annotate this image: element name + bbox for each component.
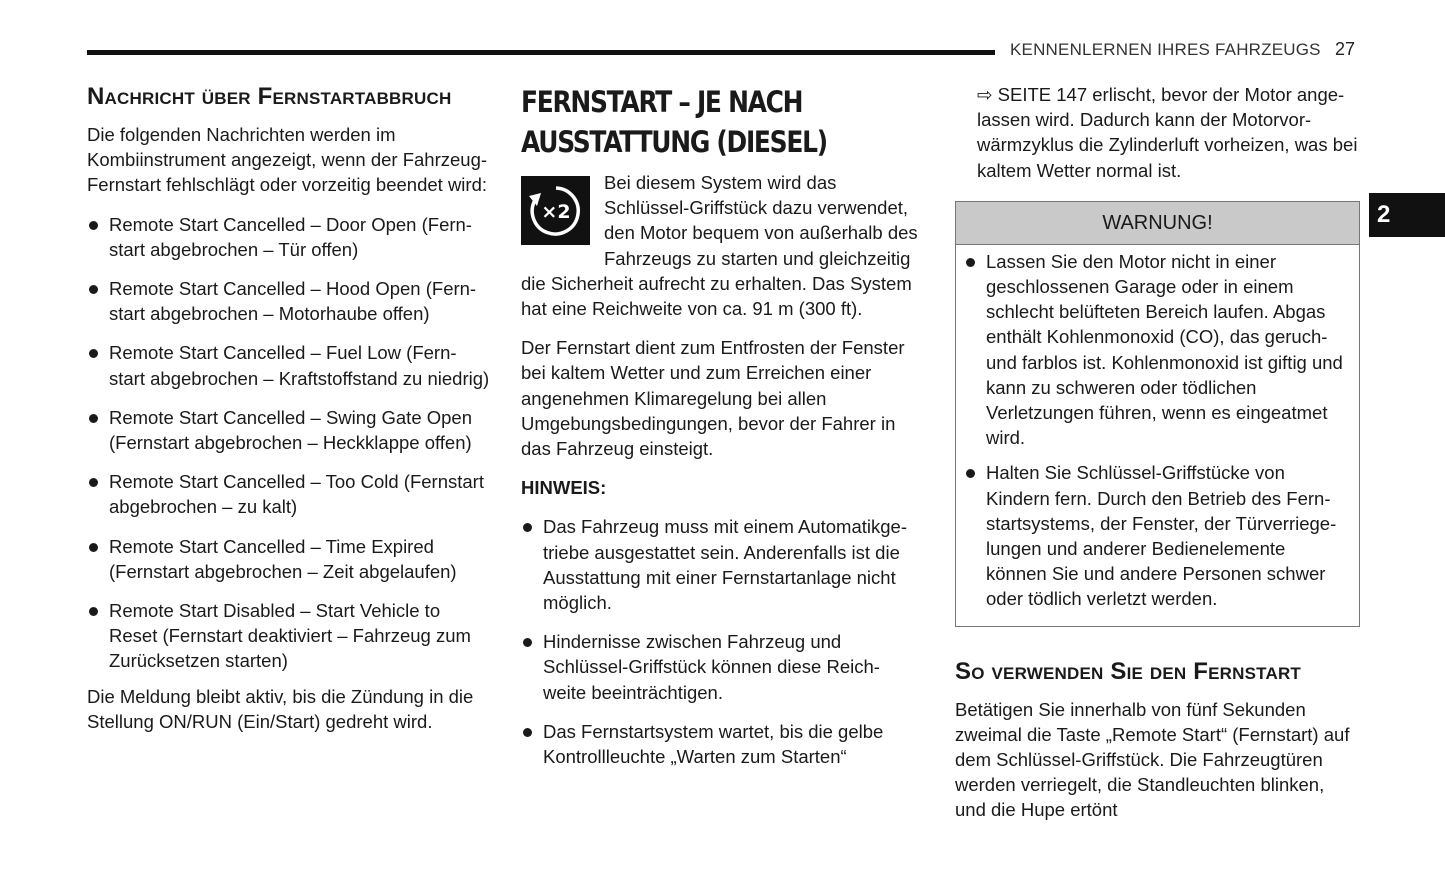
list-item: Hindernisse zwischen Fahrzeug und Schlüssel-Griffstück können diese Reich- weite beeinträchtigen. [521,629,921,705]
section-heading-cancel-messages: Nachricht über Fernstartabbruch [87,83,452,110]
middle-column [521,82,921,783]
page-number: 27 [1335,39,1356,59]
running-header: KENNENLERNEN IHRES FAHRZEUGS [1010,40,1321,59]
continued-text [955,82,1360,183]
left-intro: Die folgenden Nachrichten werden im Kombiinstrument angezeigt, wenn der Fahrzeug-Fernstart fehlschlägt oder vorzeitig beendet wird: [87,124,488,196]
list-item: Remote Start Cancelled – Too Cold (Fernstart abgebrochen – zu kalt) [87,469,492,519]
right-para: Betätigen Sie innerhalb von fünf Sekunden zweimal die Taste „Remote Start“ (Fernstart) auf dem Schlüssel-Griffstück. Die Fahrzeugtüren werden verriegelt, die Standleuchten blinken, und die Hupe ertönt [955,698,1350,821]
cancel-message-list [87,212,492,674]
right-column [955,82,1360,837]
arrow-right-icon: ⇨ [977,84,993,105]
note-list [521,514,921,769]
warning-body [956,245,1359,626]
list-item: Das Fahrzeug muss mit einem Automatikge- triebe ausgestattet sein. Anderenfalls ist die Ausstattung mit einer Fernstartanlage nicht möglich. [521,514,921,615]
warning-box [955,201,1360,627]
left-column [87,82,492,748]
list-item: Remote Start Cancelled – Time Expired (Fernstart abgebrochen – Zeit abgelaufen) [87,534,492,584]
remote-start-x2-icon [521,176,590,245]
remote-start-x2-icon-graphic [525,180,587,242]
list-item: Lassen Sie den Motor nicht in einer geschlossenen Garage oder in einem schlecht belüfteten Bereich laufen. Abgas enthält Kohlenmonoxid (CO), das geruch- und farblos ist. Kohlenmonoxid ist giftig und kann zu schweren oder tödlichen Verletzungen führen, wenn es eingeatmet wird. [964,249,1351,451]
continued-body: erlischt, bevor der Motor ange- lassen wird. Dadurch kann der Motorvor- wärmzyklus die Zylinderluft vorheizen, was bei kaltem Wetter normal ist. [977,84,1358,181]
section-heading-remote-start: FERNSTART – JE NACH AUSSTATTUNG (DIESEL) [521,85,827,159]
left-closing: Die Meldung bleibt aktiv, bis die Zündung in die Stellung ON/RUN (Ein/Start) gedreht wird. [87,685,474,732]
list-item: Remote Start Cancelled – Hood Open (Fern- start abgebrochen – Motorhaube offen) [87,276,492,326]
section-heading-how-to-use: So verwenden Sie den Fernstart [955,657,1302,685]
page-reference[interactable]: SEITE 147 [997,84,1088,105]
list-item: Remote Start Cancelled – Fuel Low (Fern- start abgebrochen – Kraftstoffstand zu niedrig) [87,340,492,390]
header-rule [87,50,995,55]
warning-title: WARNUNG! [956,202,1359,245]
list-item: Remote Start Cancelled – Swing Gate Open (Fernstart abgebrochen – Heckklappe offen) [87,405,492,455]
note-label: HINWEIS: [521,477,607,499]
list-item: Halten Sie Schlüssel-Griffstücke von Kindern fern. Durch den Betrieb des Fern- startsystems, der Fenster, der Türverriege- lungen und anderer Bedienelemente können Sie und andere Personen schwer oder tödlich verletzt werden. [964,460,1351,611]
list-item: Remote Start Disabled – Start Vehicle to Reset (Fernstart deaktiviert – Fahrzeug zum Zurücksetzen starten) [87,598,492,674]
middle-intro: Bei diesem System wird das Schlüssel-Griffstück dazu verwendet, den Motor bequem von außerhalb des Fahrzeugs zu starten und gleichzeitig die Sicherheit aufrecht zu erhalten. Das System hat eine Reichweite von ca. 91 m (300 ft). [521,172,918,320]
chapter-tab [1369,193,1445,237]
icon-label: ×2 [540,200,571,223]
remote-start-intro [521,170,921,321]
middle-para2: Der Fernstart dient zum Entfrosten der Fenster bei kaltem Wetter und zum Erreichen einer angenehmen Klimaregelung bei allen Umgebungsbedingungen, bevor der Fahrer in das Fahrzeug einsteigt. [521,337,905,460]
chapter-number: 2 [1377,201,1391,228]
list-item: Das Fernstartsystem wartet, bis die gelbe Kontrollleuchte „Warten zum Starten“ [521,719,921,769]
warning-list [964,249,1351,612]
list-item: Remote Start Cancelled – Door Open (Fern- start abgebrochen – Tür offen) [87,212,492,262]
